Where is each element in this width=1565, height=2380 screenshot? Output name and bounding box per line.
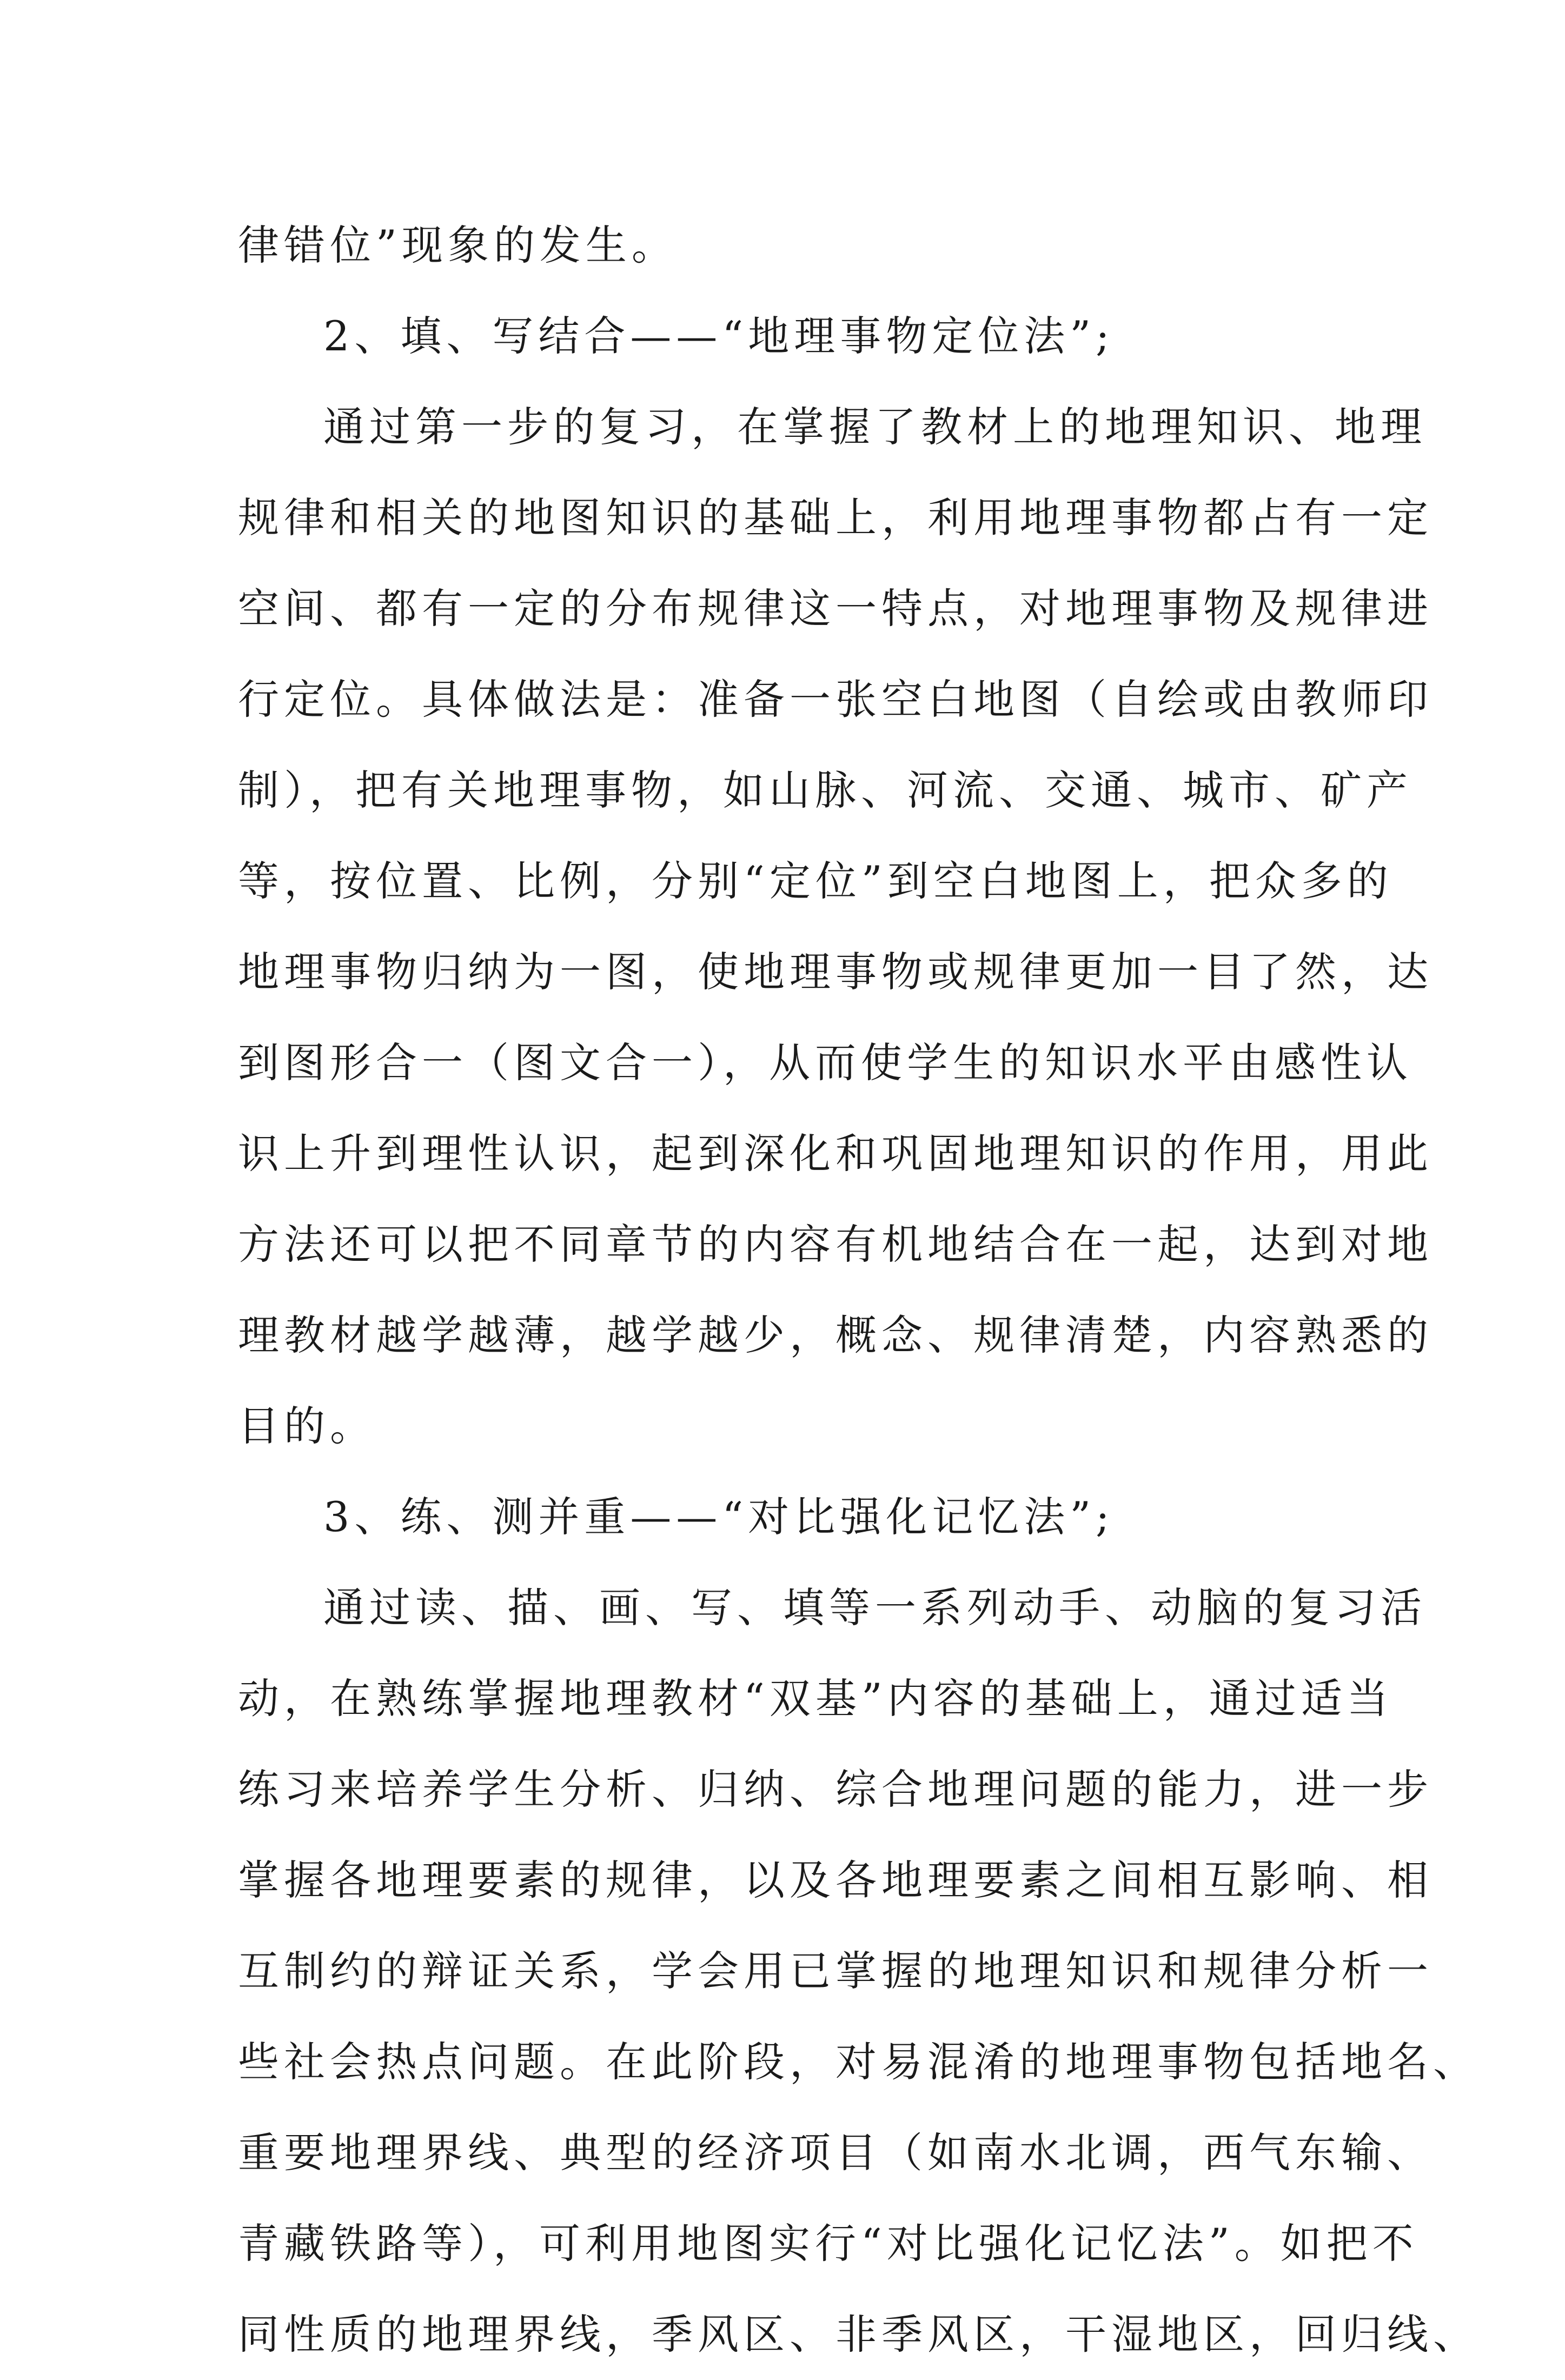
text-line: 制），把有关地理事物，如山脉、河流、交通、城市、矿产 [238,766,1413,814]
text-line: 重要地理界线、典型的经济项目（如南水北调，西气东输、 [238,2129,1433,2177]
text-line: 律错位”现象的发生。 [238,221,678,269]
text-line: 练习来培养学生分析、归纳、综合地理问题的能力，进一步 [238,1765,1433,1813]
section-heading: 3、练、测并重——“对比强化记忆法”; [323,1493,1115,1541]
paragraph-first-line: 通过读、描、画、写、填等一系列动手、动脑的复习活 [323,1584,1427,1632]
text-line: 动，在熟练掌握地理教材“双基”内容的基础上，通过适当 [238,1674,1393,1723]
body-text [238,200,1479,2380]
text-line: 识上升到理性认识，起到深化和巩固地理知识的作用，用此 [238,1129,1433,1178]
text-line: 些社会热点问题。在此阶段，对易混淆的地理事物包括地名、 [238,2038,1479,2086]
text-line: 到图形合一（图文合一），从而使学生的知识水平由感性认 [238,1039,1413,1087]
text-line: 规律和相关的地图知识的基础上，利用地理事物都占有一定 [238,494,1433,542]
paragraph-first-line: 通过第一步的复习，在掌握了教材上的地理知识、地理 [323,403,1427,451]
section-heading: 2、填、写结合——“地理事物定位法”; [323,312,1115,360]
text-line: 目的。 [238,1402,376,1450]
text-line: 理教材越学越薄，越学越少，概念、规律清楚，内容熟悉的 [238,1311,1433,1359]
text-line: 空间、都有一定的分布规律这一特点，对地理事物及规律进 [238,584,1433,633]
text-line: 掌握各地理要素的规律，以及各地理要素之间相互影响、相 [238,1856,1433,1904]
text-line: 同性质的地理界线，季风区、非季风区，干湿地区，回归线、 [238,2310,1479,2358]
text-line: 等，按位置、比例，分别“定位”到空白地图上，把众多的 [238,857,1393,905]
text-line: 地理事物归纳为一图，使地理事物或规律更加一目了然，达 [238,948,1433,996]
text-line: 行定位。具体做法是：准备一张空白地图（自绘或由教师印 [238,675,1433,723]
text-line: 方法还可以把不同章节的内容有机地结合在一起，达到对地 [238,1220,1433,1268]
text-line: 青藏铁路等），可利用地图实行“对比强化记忆法”。如把不 [238,2219,1418,2268]
text-line: 互制约的辩证关系，学会用已掌握的地理知识和规律分析一 [238,1947,1433,1995]
